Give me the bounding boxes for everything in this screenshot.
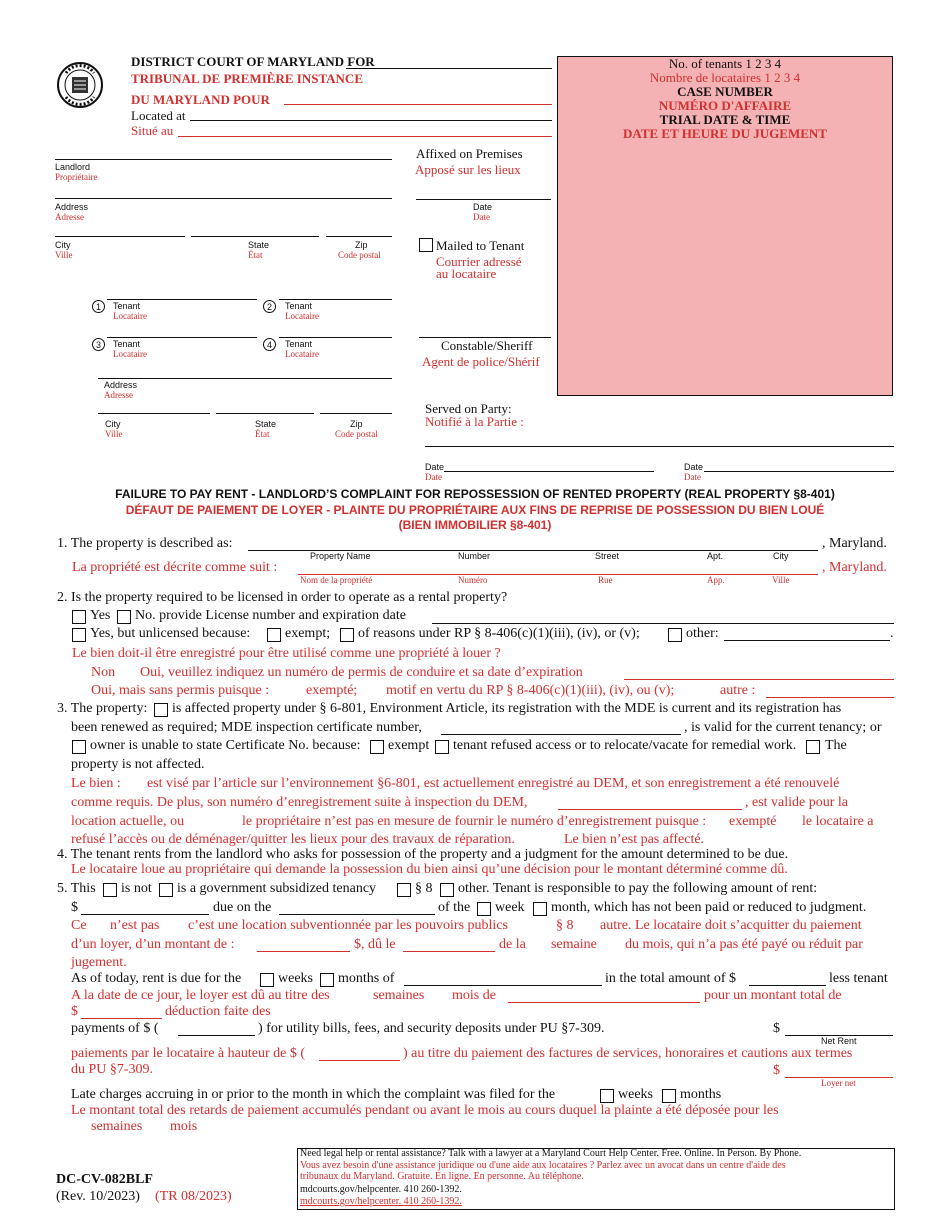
item5-l3e: less tenant bbox=[829, 971, 888, 986]
tenant-2-label: Tenant bbox=[285, 301, 313, 311]
total-amount-field-fr[interactable] bbox=[81, 1018, 162, 1019]
court-title-en: DISTRICT COURT OF MARYLAND FOR bbox=[131, 54, 375, 69]
mailed-label-fr-2: au locataire bbox=[436, 266, 497, 281]
constable-label: Constable/Sheriff bbox=[441, 338, 533, 353]
item5-l1b: is not bbox=[121, 881, 152, 896]
item5-fr1a: Ce bbox=[71, 918, 87, 933]
autre-field-fr[interactable] bbox=[766, 697, 894, 698]
landlord-state-label: State bbox=[248, 240, 270, 250]
unlicensed-checkbox[interactable] bbox=[72, 628, 86, 642]
item3-fr3a: location actuelle, ou bbox=[71, 814, 185, 829]
item5-l1d: § 8 bbox=[415, 881, 433, 896]
item3-fr2b: , est valide pour la bbox=[745, 795, 849, 810]
month-checkbox[interactable] bbox=[533, 902, 547, 916]
item5-fr9b: mois bbox=[170, 1119, 198, 1134]
rent-amount-field-fr[interactable] bbox=[257, 951, 350, 952]
oui-label-fr: Oui, veuillez indiquez un numéro de permis de conduire et sa date d’expiration bbox=[140, 665, 583, 680]
item5-fr4c: mois de bbox=[452, 988, 496, 1003]
tenant-refused-checkbox[interactable] bbox=[435, 740, 449, 754]
item5-fr6a: paiements par le locataire à hauteur de $ ( bbox=[71, 1046, 305, 1061]
landlord-label-fr: Propriétaire bbox=[55, 172, 98, 182]
help-url-fr[interactable]: mdcourts.gov/helpcenter. 410 260-1392. bbox=[300, 1196, 462, 1207]
tenant-state-label-fr: État bbox=[255, 429, 270, 439]
week-checkbox[interactable] bbox=[477, 902, 491, 916]
item2-question: 2. Is the property required to be licensed in order to operate as a rental property? bbox=[57, 590, 508, 605]
mailed-checkbox[interactable] bbox=[419, 238, 433, 252]
landlord-state-field[interactable] bbox=[191, 236, 319, 237]
tenants-count-fr: Nombre de locataires 1 2 3 4 bbox=[649, 70, 801, 85]
tenant-3-label: Tenant bbox=[113, 339, 141, 349]
apt-label: Apt. bbox=[707, 551, 724, 561]
months-of-field[interactable] bbox=[404, 985, 602, 986]
affixed-label: Affixed on Premises bbox=[416, 146, 523, 161]
item5-l4b: ) for utility bills, fees, and security deposits under PU §7-309. bbox=[258, 1021, 605, 1036]
item3-fr4b: Le bien n’est pas affecté. bbox=[564, 832, 705, 847]
served-date-1-label-fr: Date bbox=[425, 472, 442, 482]
other-period: . bbox=[890, 626, 894, 641]
item5-fr6b: ) au titre du paiement des factures de services, honoraires et cautions aux termes bbox=[403, 1046, 853, 1061]
late-months-checkbox[interactable] bbox=[662, 1089, 676, 1103]
item5-fr1c: c’est une location subventionnée par les pouvoirs publics bbox=[188, 918, 508, 933]
item5-l2e: month, which has not been paid or reduced to judgment. bbox=[551, 900, 867, 915]
payments-field[interactable] bbox=[178, 1035, 255, 1036]
landlord-address-label-fr: Adresse bbox=[55, 212, 84, 222]
located-at-label: Located at bbox=[131, 108, 186, 123]
located-at-field[interactable] bbox=[190, 120, 552, 121]
tenant-address-field[interactable] bbox=[98, 378, 392, 379]
item5-l2c: of the bbox=[438, 900, 471, 915]
served-date-1-label: Date bbox=[425, 462, 445, 472]
reasons-checkbox[interactable] bbox=[340, 628, 354, 642]
item3-fr2a: comme requis. De plus, son numéro d’enregistrement suite à inspection du DEM, bbox=[71, 795, 528, 810]
item3-line3a: owner is unable to state Certificate No. because: bbox=[90, 738, 361, 753]
item5-fr4b: semaines bbox=[373, 988, 425, 1003]
rent-amount-field[interactable] bbox=[81, 914, 209, 915]
item3-line3d: The bbox=[825, 738, 847, 753]
served-date-2-field[interactable] bbox=[704, 471, 894, 472]
tenant-1-field[interactable] bbox=[107, 299, 257, 300]
license-no-checkbox[interactable] bbox=[117, 610, 131, 624]
help-center-box bbox=[297, 1148, 895, 1210]
city-label-fr: Ville bbox=[772, 575, 790, 585]
license-number-field-fr[interactable] bbox=[624, 679, 894, 680]
affixed-date-label-fr: Date bbox=[473, 212, 490, 222]
item3-line1b: is affected property under § 6-801, Environment Article, its registration with the MDE is current and its registration has bbox=[172, 701, 842, 716]
item3-fr3d: le locataire a bbox=[802, 814, 874, 829]
item5-fr3: jugement. bbox=[71, 955, 127, 970]
landlord-address-label: Address bbox=[55, 202, 89, 212]
item5-l1e: other. Tenant is responsible to pay the following amount of rent: bbox=[458, 881, 818, 896]
tenant-zip-label: Zip bbox=[350, 419, 363, 429]
item4-text: 4. The tenant rents from the landlord who asks for possession of the property and a judgment for the amount determined to be due. bbox=[57, 847, 789, 862]
item1-label-fr: La propriété est décrite comme suit : bbox=[72, 560, 278, 575]
tenant-2-field[interactable] bbox=[279, 299, 392, 300]
mailed-label-fr-1: Courrier adressé bbox=[436, 254, 522, 269]
constable-label-fr: Agent de police/Shérif bbox=[422, 354, 540, 369]
item5-l4c: $ bbox=[773, 1021, 780, 1036]
help-text-en: Need legal help or rental assistance? Talk with a lawyer at a Maryland Court Help Center. Free. Online. In Person. By Phone. bbox=[300, 1148, 802, 1159]
court-name-field[interactable] bbox=[284, 104, 552, 105]
exempt-checkbox[interactable] bbox=[267, 628, 281, 642]
item3-fr1a: Le bien : bbox=[71, 776, 121, 791]
served-date-1-field[interactable] bbox=[444, 471, 654, 472]
tenant-4-label: Tenant bbox=[285, 339, 313, 349]
loyer-net-label: Loyer net bbox=[821, 1078, 856, 1088]
item5-fr1d: § 8 bbox=[556, 918, 574, 933]
help-text-fr-1: Vous avez besoin d'une assistance juridique ou d'une aide aux locataires ? Parlez avec un avocat dans un centre d'aide des bbox=[300, 1160, 786, 1171]
item5-fr2c: de la bbox=[499, 937, 526, 952]
item5-l1a: 5. This bbox=[57, 881, 96, 896]
tenant-3-label-fr: Locataire bbox=[113, 349, 147, 359]
item5-l5b: weeks bbox=[618, 1087, 653, 1102]
case-number-label: CASE NUMBER bbox=[677, 84, 773, 99]
due-date-field-fr[interactable] bbox=[403, 951, 495, 952]
item5-fr1e: autre. Le locataire doit s’acquitter du paiement bbox=[600, 918, 862, 933]
owner-unable-checkbox[interactable] bbox=[72, 740, 86, 754]
item3-line3c: tenant refused access or to relocate/vacate for remedial work. bbox=[453, 738, 797, 753]
situe-au-label: Situé au bbox=[131, 123, 174, 138]
item5-fr8: Le montant total des retards de paiement accumulés pendant ou avant le mois au cours duquel la plainte a été déposée pour les bbox=[71, 1103, 779, 1118]
landlord-zip-label: Zip bbox=[355, 240, 368, 250]
served-party-field[interactable] bbox=[425, 446, 894, 447]
not-affected-checkbox[interactable] bbox=[806, 740, 820, 754]
tenant-address-label: Address bbox=[104, 380, 138, 390]
due-date-field[interactable] bbox=[279, 914, 435, 915]
tenant-zip-label-fr: Code postal bbox=[335, 429, 378, 439]
license-number-field[interactable] bbox=[432, 623, 894, 624]
maryland-court-seal-icon bbox=[56, 55, 104, 115]
item5-fr2d: semaine bbox=[551, 937, 597, 952]
subsidy-other-checkbox[interactable] bbox=[440, 883, 454, 897]
affected-property-checkbox[interactable] bbox=[154, 703, 168, 717]
license-yes-label: Yes bbox=[90, 608, 111, 623]
item5-l1c: is a government subsidized tenancy bbox=[177, 881, 377, 896]
item5-fr4a: A la date de ce jour, le loyer est dû au titre des bbox=[71, 988, 330, 1003]
item5-l3c: months of bbox=[338, 971, 395, 986]
landlord-zip-label-fr: Code postal bbox=[338, 250, 381, 260]
total-amount-field[interactable] bbox=[749, 985, 826, 986]
tenant-address-label-fr: Adresse bbox=[104, 390, 133, 400]
item5-l5c: months bbox=[680, 1087, 722, 1102]
number-label-fr: Numéro bbox=[458, 575, 488, 585]
item1-maryland-fr: , Maryland. bbox=[822, 560, 887, 575]
mde-certificate-field[interactable] bbox=[441, 734, 681, 735]
non-label-fr: Non bbox=[91, 665, 116, 680]
item4-text-fr: Le locataire loue au propriétaire qui demande la possession du bien ainsi qu’une décision pour le montant déterminé comme dû. bbox=[71, 862, 788, 877]
tenant-1-label-fr: Locataire bbox=[113, 311, 147, 321]
landlord-state-label-fr: État bbox=[248, 250, 263, 260]
affixed-date-field[interactable] bbox=[416, 199, 551, 200]
item3-fr3c: exempté bbox=[729, 814, 777, 829]
item3-line2b: , is valid for the current tenancy; or bbox=[684, 720, 882, 735]
this-checkbox[interactable] bbox=[103, 883, 117, 897]
landlord-label: Landlord bbox=[55, 162, 91, 172]
served-date-2-label: Date bbox=[684, 462, 704, 472]
autre-label-fr: autre : bbox=[720, 683, 756, 698]
form-translation-revision: (TR 08/2023) bbox=[155, 1189, 232, 1204]
property-name-label: Property Name bbox=[310, 551, 371, 561]
item5-l2b: due on the bbox=[213, 900, 272, 915]
item3-line3b: exempt bbox=[388, 738, 430, 753]
tenant-3-field[interactable] bbox=[107, 337, 257, 338]
item3-fr4a: refusé l’accès ou de déménager/quitter les lieux pour des travaux de réparation. bbox=[71, 832, 515, 847]
item5-fr5a: $ bbox=[71, 1004, 78, 1019]
not-subsidized-checkbox[interactable] bbox=[159, 883, 173, 897]
net-rent-label: Net Rent bbox=[821, 1036, 857, 1046]
tenant-4-field[interactable] bbox=[279, 337, 392, 338]
tenant-city-label-fr: Ville bbox=[105, 429, 123, 439]
form-number: DC-CV-082BLF bbox=[56, 1172, 153, 1187]
item5-l5a: Late charges accruing in or prior to the month in which the complaint was filed for the bbox=[71, 1087, 556, 1102]
motif-label-fr: motif en vertu du RP § 8-406(c)(1)(iii), (iv), ou (v); bbox=[386, 683, 675, 698]
unlicensed-label: Yes, but unlicensed because: bbox=[90, 626, 251, 641]
form-title-en: FAILURE TO PAY RENT - LANDLORD’S COMPLAINT FOR REPOSSESSION OF RENTED PROPERTY (REAL PROPERTY §8-401) bbox=[115, 487, 835, 501]
landlord-city-field[interactable] bbox=[55, 236, 185, 237]
tenants-count-en: No. of tenants 1 2 3 4 bbox=[668, 56, 782, 71]
affixed-date-label: Date bbox=[473, 202, 493, 212]
court-seal bbox=[56, 55, 104, 115]
item3-fr1b: est visé par l’article sur l’environnement §6-801, est actuellement enregistré au DEM, et son enregistrement a été renouvelé bbox=[147, 776, 840, 791]
trial-date-label-fr: DATE ET HEURE DU JUGEMENT bbox=[623, 126, 827, 141]
landlord-city-label: City bbox=[55, 240, 71, 250]
mde-exempt-checkbox[interactable] bbox=[370, 740, 384, 754]
landlord-zip-field[interactable] bbox=[326, 236, 392, 237]
item2-question-fr: Le bien doit-il être enregistré pour être utilisé comme une propriété à louer ? bbox=[72, 646, 501, 661]
item5-fr2a: d’un loyer, d’un montant de : bbox=[71, 937, 235, 952]
property-name-label-fr: Nom de la propriété bbox=[300, 575, 373, 585]
tenant-zip-field[interactable] bbox=[320, 413, 392, 414]
tenant-number-4: 4 bbox=[263, 338, 276, 351]
served-label: Served on Party: bbox=[425, 401, 512, 416]
item5-l3d: in the total amount of $ bbox=[605, 971, 737, 986]
license-yes-checkbox[interactable] bbox=[72, 610, 86, 624]
case-number-label-fr: NUMÉRO D'AFFAIRE bbox=[658, 98, 792, 113]
months-of-field-fr[interactable] bbox=[508, 1002, 700, 1003]
other-checkbox[interactable] bbox=[668, 628, 682, 642]
landlord-field[interactable] bbox=[55, 159, 392, 160]
help-url-en[interactable]: mdcourts.gov/helpcenter. 410 260-1392. bbox=[300, 1184, 462, 1195]
tenant-1-label: Tenant bbox=[113, 301, 141, 311]
tenant-number-2: 2 bbox=[263, 300, 276, 313]
form-revision: (Rev. 10/2023) bbox=[56, 1189, 140, 1204]
item5-fr2b: $, dû le bbox=[354, 937, 396, 952]
mailed-label: Mailed to Tenant bbox=[436, 238, 525, 253]
item3-fr3b: le propriétaire n’est pas en mesure de fournir le numéro d’enregistrement puisque : bbox=[242, 814, 707, 829]
item3-line2a: been renewed as required; MDE inspection certificate number, bbox=[71, 720, 422, 735]
form-title-fr-2: (BIEN IMMOBILIER §8-401) bbox=[398, 518, 552, 532]
apt-label-fr: App. bbox=[707, 575, 725, 585]
oui2-label-fr: Oui, mais sans permis puisque : bbox=[91, 683, 270, 698]
item5-fr9a: semaines bbox=[91, 1119, 143, 1134]
license-no-label: No. provide License number and expiration date bbox=[135, 608, 406, 623]
item5-l2d: week bbox=[495, 900, 525, 915]
court-title-fr-2: DU MARYLAND POUR bbox=[131, 92, 270, 107]
tenant-4-label-fr: Locataire bbox=[285, 349, 319, 359]
landlord-city-label-fr: Ville bbox=[55, 250, 73, 260]
item5-fr1b: n’est pas bbox=[110, 918, 160, 933]
mde-certificate-field-fr[interactable] bbox=[558, 809, 742, 810]
item3-line4: property is not affected. bbox=[71, 757, 205, 772]
item5-l4a: payments of $ ( bbox=[71, 1021, 159, 1036]
item5-fr4d: pour un montant total de bbox=[704, 988, 842, 1003]
affixed-label-fr: Apposé sur les lieux bbox=[415, 162, 521, 177]
property-description-field-fr[interactable] bbox=[298, 574, 818, 575]
item5-fr5b: déduction faite des bbox=[165, 1004, 271, 1019]
street-label: Street bbox=[595, 551, 620, 561]
section8-checkbox[interactable] bbox=[397, 883, 411, 897]
payments-field-fr[interactable] bbox=[319, 1060, 400, 1061]
street-label-fr: Rue bbox=[598, 575, 613, 585]
item5-l3a: As of today, rent is due for the bbox=[71, 971, 242, 986]
tenant-2-label-fr: Locataire bbox=[285, 311, 319, 321]
item1-maryland: , Maryland. bbox=[822, 536, 887, 551]
other-label: other: bbox=[686, 626, 719, 641]
item5-fr7: du PU §7-309. bbox=[71, 1062, 154, 1077]
form-title-fr-1: DÉFAUT DE PAIEMENT DE LOYER - PLAINTE DU PROPRIÉTAIRE AUX FINS DE REPRISE DE POSSESSION DU BIEN LOUÉ bbox=[125, 503, 825, 517]
landlord-address-field[interactable] bbox=[55, 198, 392, 199]
court-title-fr-1: TRIBUNAL DE PREMIÈRE INSTANCE bbox=[131, 71, 363, 86]
situe-au-field[interactable] bbox=[178, 136, 552, 137]
item1-label: 1. The property is described as: bbox=[57, 536, 233, 551]
number-label: Number bbox=[458, 551, 491, 561]
tenant-city-label: City bbox=[105, 419, 121, 429]
late-weeks-checkbox[interactable] bbox=[600, 1089, 614, 1103]
tenant-number-1: 1 bbox=[92, 300, 105, 313]
reasons-label: of reasons under RP § 8-406(c)(1)(iii), (iv), or (v); bbox=[358, 626, 640, 641]
item5-fr2e: du mois, qui n’a pas été payé ou réduit par bbox=[625, 937, 863, 952]
item5-l3b: weeks bbox=[278, 971, 313, 986]
tenant-state-field[interactable] bbox=[216, 413, 314, 414]
item3-line1a: 3. The property: bbox=[57, 701, 148, 716]
case-number-box[interactable] bbox=[557, 56, 893, 396]
exempt-label-fr: exempté; bbox=[306, 683, 358, 698]
city-label: City bbox=[773, 551, 789, 561]
tenant-state-label: State bbox=[255, 419, 277, 429]
served-label-fr: Notifié à la Partie : bbox=[425, 414, 524, 429]
other-reason-field[interactable] bbox=[724, 640, 890, 641]
trial-date-label: TRIAL DATE & TIME bbox=[659, 112, 791, 127]
item5-fr7b: $ bbox=[773, 1063, 780, 1078]
item5-l2a: $ bbox=[71, 900, 78, 915]
exempt-label: exempt; bbox=[285, 626, 331, 641]
tenant-number-3: 3 bbox=[92, 338, 105, 351]
tenant-city-field[interactable] bbox=[98, 413, 210, 414]
months-due-checkbox[interactable] bbox=[320, 973, 334, 987]
weeks-due-checkbox[interactable] bbox=[260, 973, 274, 987]
help-text-fr-2: tribunaux du Maryland. Gratuite. En ligne. En personne. Au téléphone. bbox=[300, 1171, 584, 1182]
served-date-2-label-fr: Date bbox=[684, 472, 701, 482]
